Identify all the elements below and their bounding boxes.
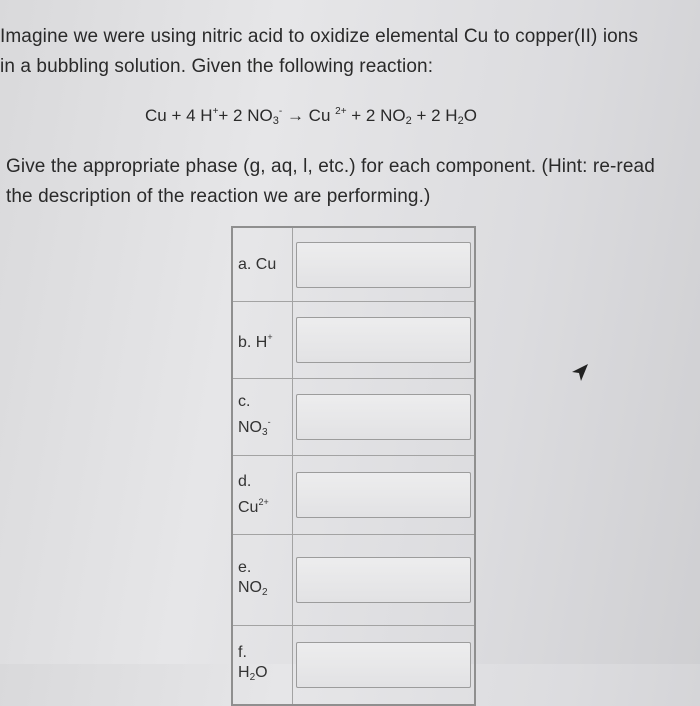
phase-input-nitrate[interactable] <box>296 394 471 440</box>
phase-input-no2[interactable] <box>296 557 471 603</box>
table-row <box>232 227 475 302</box>
phase-input-h2o[interactable] <box>296 642 471 688</box>
phase-input-h-plus[interactable] <box>296 317 471 363</box>
question-intro <box>0 22 695 82</box>
phase-input-cu-2plus[interactable] <box>296 472 471 518</box>
table-row <box>232 626 475 706</box>
instruction-line-2: the description of the reaction we are performing.) <box>6 186 431 207</box>
row-label-nitrate: c. $NO_3^-$ <box>232 379 293 456</box>
intro-line-1: Imagine we were using nitric acid to oxidize elemental Cu to copper(II) ions <box>0 26 639 47</box>
table-row <box>232 379 475 456</box>
row-label-cu: a. Cu <box>232 227 293 302</box>
table-row <box>232 456 475 535</box>
row-label-h2o: f. $H_2O$ <box>232 626 293 706</box>
instruction-line-1: Give the appropriate phase (g, aq, l, etc.) for each component. (Hint: re-read <box>6 156 655 177</box>
phase-answer-table <box>231 226 476 706</box>
question-instruction <box>6 152 696 212</box>
row-label-cu-2plus: d. $Cu^{2+}$ <box>232 456 293 535</box>
row-label-h-plus: b. H+ <box>232 302 293 379</box>
row-label-no2: e. $NO_2$ <box>232 535 293 626</box>
table-row <box>232 535 475 626</box>
intro-line-2: in a bubbling solution. Given the following reaction: <box>0 56 434 77</box>
mouse-cursor-icon <box>568 362 590 384</box>
table-row <box>232 302 475 379</box>
reaction-equation: Cu + 4 H++ 2 $NO_3^- \to Cu$ $^{2+}$ + 2 $NO_2 + 2$ $H_2O$ <box>145 106 477 127</box>
phase-input-cu[interactable] <box>296 242 471 288</box>
